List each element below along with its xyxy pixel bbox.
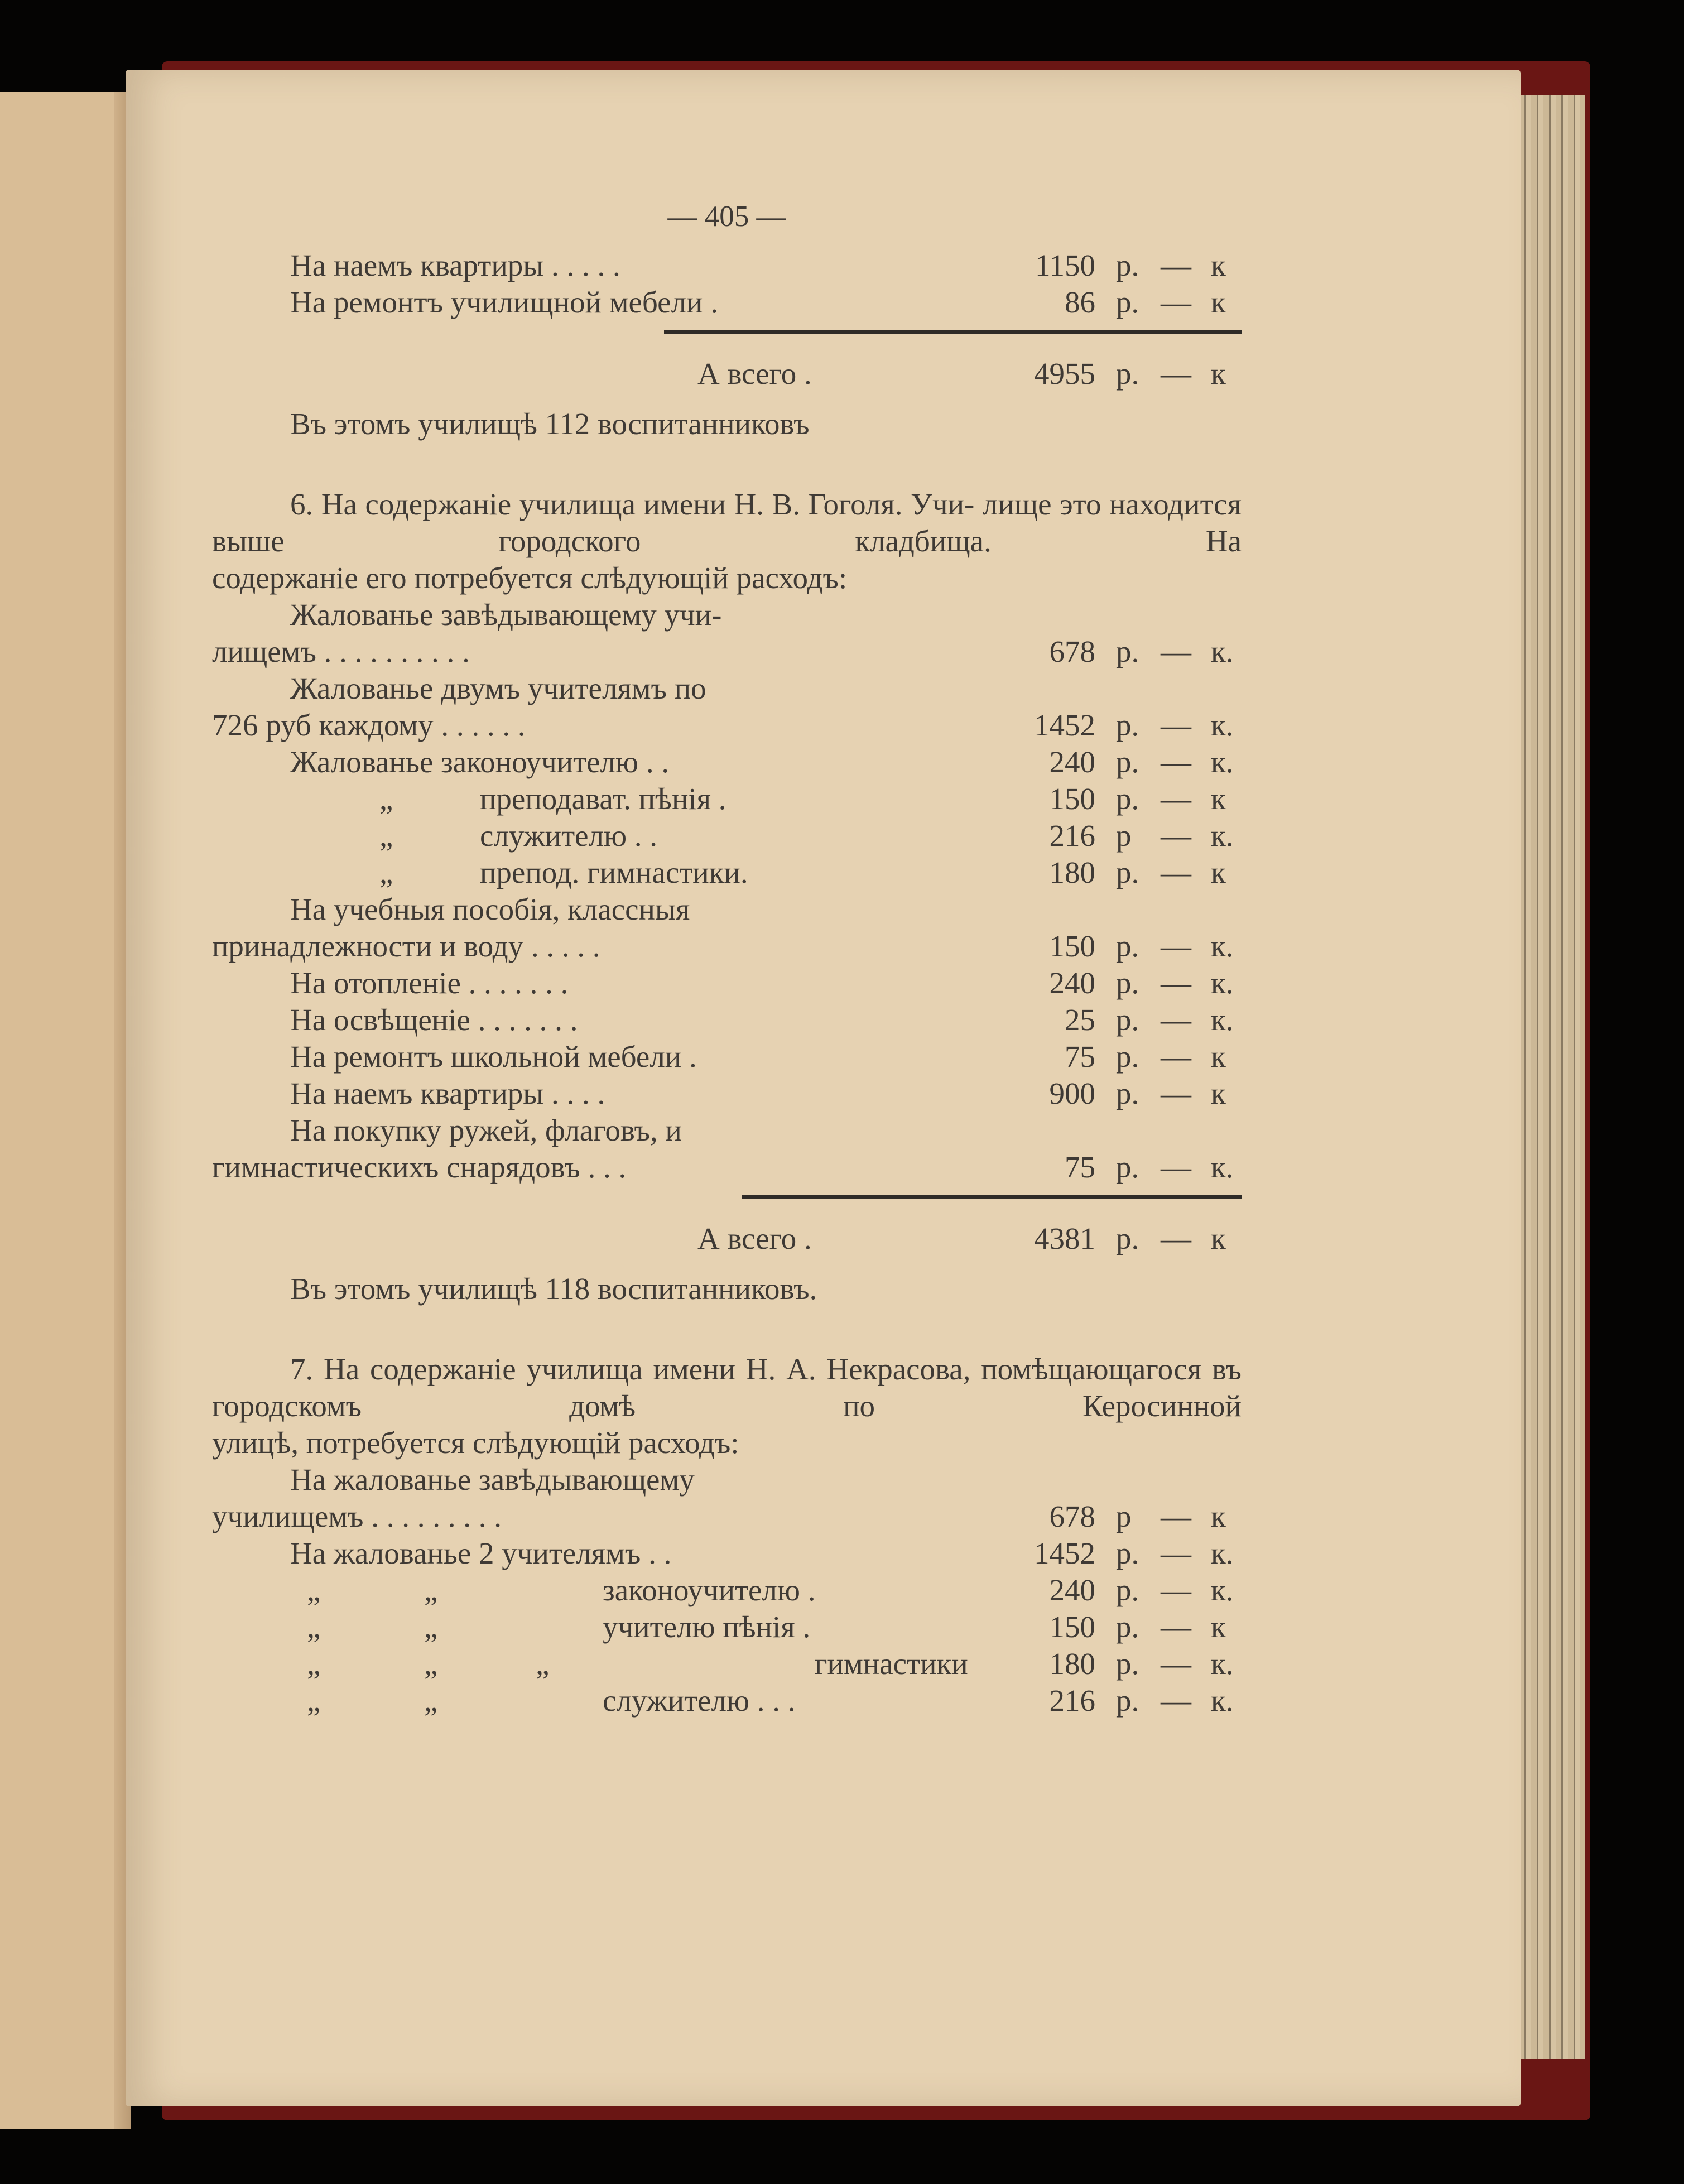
- expense-label: Жалованье завѣдывающему учи-: [290, 598, 722, 632]
- intro-line: улицѣ, потребуется слѣдующій расходъ:: [212, 1426, 739, 1460]
- ditto-mark: „: [379, 782, 393, 816]
- total-rule: [742, 1195, 1242, 1199]
- expense-row: [212, 854, 1242, 891]
- expense-label: препод. гимнастики.: [480, 855, 748, 889]
- rubles-abbr: р.: [1116, 1040, 1139, 1074]
- expense-row: [212, 1535, 1242, 1572]
- expense-label: училищемъ . . . . . . . . .: [212, 1499, 502, 1533]
- ditto-mark: „: [424, 1683, 438, 1718]
- expense-label: гимнастики: [815, 1647, 968, 1681]
- expense-label: служителю . . .: [603, 1683, 796, 1718]
- expense-label: преподават. пѣнія .: [480, 782, 726, 816]
- rubles-abbr: р.: [1116, 1003, 1139, 1037]
- kopecks-abbr: к: [1211, 285, 1226, 319]
- dash: —: [1161, 1647, 1191, 1681]
- ditto-mark: „: [307, 1683, 321, 1718]
- expense-label: На жалованье завѣдывающему: [290, 1463, 695, 1497]
- rubles-abbr: р.: [1116, 1573, 1139, 1607]
- dash: —: [1161, 1536, 1191, 1570]
- total-label: А всего .: [697, 357, 812, 391]
- dash: —: [1161, 1499, 1191, 1533]
- expense-amount: 180: [1049, 855, 1095, 889]
- dash: —: [1161, 1003, 1191, 1037]
- expense-amount: 240: [1049, 966, 1095, 1000]
- dash: —: [1161, 248, 1191, 282]
- expense-label: На жалованье 2 учителямъ . .: [290, 1536, 672, 1570]
- kopecks-abbr: к.: [1211, 1573, 1234, 1607]
- expense-amount: 1452: [1034, 708, 1095, 742]
- expense-amount: 150: [1049, 1610, 1095, 1644]
- page-text: [212, 198, 1242, 1719]
- dash: —: [1161, 357, 1191, 391]
- kopecks-abbr: к: [1211, 248, 1226, 282]
- rubles-abbr: р.: [1116, 855, 1139, 889]
- expense-label: учителю пѣнія .: [603, 1610, 811, 1644]
- expense-label: На ремонтъ училищной мебели .: [290, 285, 718, 319]
- expense-amount: 216: [1049, 819, 1095, 853]
- dash: —: [1161, 1150, 1191, 1184]
- section-intro: [212, 1351, 1242, 1461]
- total-row: [212, 1220, 1242, 1257]
- ditto-mark: „: [424, 1573, 438, 1607]
- kopecks-abbr: к.: [1211, 966, 1234, 1000]
- expense-amount: 75: [1065, 1040, 1095, 1074]
- total-row: [212, 355, 1242, 392]
- expense-label: На наемъ квартиры . . . . .: [290, 248, 620, 282]
- kopecks-abbr: к: [1211, 1499, 1226, 1533]
- expense-row: [212, 1002, 1242, 1038]
- dash: —: [1161, 708, 1191, 742]
- dash: —: [1161, 1076, 1191, 1110]
- expense-amount: 180: [1049, 1647, 1095, 1681]
- dash: —: [1161, 782, 1191, 816]
- ditto-mark: „: [307, 1610, 321, 1644]
- intro-line: лище это находится выше городского кладбища. На: [212, 487, 1242, 558]
- expense-row: [212, 670, 1242, 707]
- kopecks-abbr: к: [1211, 1610, 1226, 1644]
- pupils-note: Въ этомъ училищѣ 112 воспитанниковъ: [290, 407, 810, 441]
- total-rule: [664, 330, 1242, 334]
- section-intro: [212, 486, 1242, 596]
- rubles-abbr: р.: [1116, 634, 1139, 668]
- expense-amount: 25: [1065, 1003, 1095, 1037]
- expense-label: На покупку ружей, флаговъ, и: [290, 1113, 682, 1147]
- expense-row: [212, 817, 1242, 854]
- rubles-abbr: р.: [1116, 1150, 1139, 1184]
- expense-row: [212, 247, 1242, 284]
- expense-amount: 240: [1049, 1573, 1095, 1607]
- ditto-mark: „: [424, 1647, 438, 1681]
- expense-row: [212, 744, 1242, 781]
- expense-label: На ремонтъ школьной мебели .: [290, 1040, 697, 1074]
- rubles-abbr: р.: [1116, 357, 1139, 391]
- expense-row: [212, 928, 1242, 965]
- expense-row: [212, 1682, 1242, 1719]
- rubles-abbr: р.: [1116, 929, 1139, 963]
- expense-row: [212, 1646, 1242, 1682]
- rubles-abbr: р.: [1116, 745, 1139, 779]
- expense-amount: 150: [1049, 929, 1095, 963]
- left-page: [0, 92, 123, 2129]
- expense-amount: 150: [1049, 782, 1095, 816]
- rubles-abbr: р.: [1116, 248, 1139, 282]
- rubles-abbr: р: [1116, 1499, 1132, 1533]
- expense-amount: 678: [1049, 634, 1095, 668]
- kopecks-abbr: к: [1211, 357, 1226, 391]
- expense-row: [212, 1038, 1242, 1075]
- expense-label: Жалованье двумъ учителямъ по: [290, 671, 706, 705]
- expense-label: законоучителю .: [603, 1573, 816, 1607]
- kopecks-abbr: к.: [1211, 1003, 1234, 1037]
- expense-amount: 1150: [1035, 248, 1095, 282]
- expense-row: [212, 1112, 1242, 1149]
- kopecks-abbr: к: [1211, 782, 1226, 816]
- expense-row: [212, 1498, 1242, 1535]
- kopecks-abbr: к.: [1211, 929, 1234, 963]
- ditto-mark: „: [307, 1647, 321, 1681]
- dash: —: [1161, 1221, 1191, 1255]
- expense-row: [212, 596, 1242, 633]
- expense-label: лищемъ . . . . . . . . . .: [212, 634, 470, 668]
- ditto-mark: „: [307, 1573, 321, 1607]
- dash: —: [1161, 1610, 1191, 1644]
- expense-label: На освѣщеніе . . . . . . .: [290, 1003, 578, 1037]
- expense-label: На отопленіе . . . . . . .: [290, 966, 569, 1000]
- rubles-abbr: р.: [1116, 1221, 1139, 1255]
- intro-line: помѣщающагося въ городскомъ домѣ по Керосинной: [212, 1352, 1242, 1423]
- rubles-abbr: р.: [1116, 1076, 1139, 1110]
- dash: —: [1161, 855, 1191, 889]
- intro-line: 7. На содержаніе училища имени Н. А. Некрасова,: [290, 1352, 971, 1386]
- expense-label: 726 руб каждому . . . . . .: [212, 708, 526, 742]
- ditto-mark: „: [379, 855, 393, 889]
- ditto-mark: „: [424, 1610, 438, 1644]
- dash: —: [1161, 929, 1191, 963]
- dash: —: [1161, 1683, 1191, 1718]
- dash: —: [1161, 966, 1191, 1000]
- expense-row: [212, 284, 1242, 321]
- dash: —: [1161, 285, 1191, 319]
- expense-row: [212, 891, 1242, 928]
- expense-row: [212, 781, 1242, 817]
- expense-row: [212, 1149, 1242, 1186]
- expense-amount: 1452: [1034, 1536, 1095, 1570]
- expense-amount: 900: [1049, 1076, 1095, 1110]
- rubles-abbr: р.: [1116, 1610, 1139, 1644]
- kopecks-abbr: к.: [1211, 1150, 1234, 1184]
- kopecks-abbr: к: [1211, 1076, 1226, 1110]
- ditto-mark: „: [536, 1647, 550, 1681]
- rubles-abbr: р.: [1116, 1647, 1139, 1681]
- expense-amount: 240: [1049, 745, 1095, 779]
- expense-label: гимнастическихъ снарядовъ . . .: [212, 1150, 627, 1184]
- expense-label: служителю . .: [480, 819, 658, 853]
- expense-amount: 75: [1065, 1150, 1095, 1184]
- dash: —: [1161, 1573, 1191, 1607]
- expense-row: [212, 633, 1242, 670]
- dash: —: [1161, 1040, 1191, 1074]
- rubles-abbr: р.: [1116, 708, 1139, 742]
- expense-label: На учебныя пособія, классныя: [290, 892, 690, 926]
- kopecks-abbr: к.: [1211, 708, 1234, 742]
- intro-line: 6. На содержаніе училища имени Н. В. Гоголя. Учи-: [290, 487, 975, 521]
- intro-line: содержаніе его потребуется слѣдующій расходъ:: [212, 561, 848, 595]
- dash: —: [1161, 819, 1191, 853]
- rubles-abbr: р: [1116, 819, 1132, 853]
- kopecks-abbr: к.: [1211, 1647, 1234, 1681]
- kopecks-abbr: к.: [1211, 1536, 1234, 1570]
- kopecks-abbr: к: [1211, 1221, 1226, 1255]
- page-number: — 405 —: [667, 200, 786, 233]
- rubles-abbr: р.: [1116, 1536, 1139, 1570]
- kopecks-abbr: к.: [1211, 1683, 1234, 1718]
- expense-row: [212, 965, 1242, 1002]
- expense-row: [212, 1609, 1242, 1646]
- total-label: А всего .: [697, 1221, 812, 1255]
- dash: —: [1161, 745, 1191, 779]
- kopecks-abbr: к.: [1211, 745, 1234, 779]
- kopecks-abbr: к: [1211, 855, 1226, 889]
- rubles-abbr: р.: [1116, 1683, 1139, 1718]
- expense-amount: 216: [1049, 1683, 1095, 1718]
- expense-row: [212, 1075, 1242, 1112]
- rubles-abbr: р.: [1116, 782, 1139, 816]
- total-amount: 4381: [1034, 1221, 1095, 1255]
- total-amount: 4955: [1034, 357, 1095, 391]
- expense-label: На наемъ квартиры . . . .: [290, 1076, 605, 1110]
- ditto-mark: „: [379, 819, 393, 853]
- expense-label: принадлежности и воду . . . . .: [212, 929, 600, 963]
- expense-label: Жалованье законоучителю . .: [290, 745, 670, 779]
- expense-amount: 86: [1065, 285, 1095, 319]
- expense-row: [212, 707, 1242, 744]
- expense-row: [212, 1572, 1242, 1609]
- kopecks-abbr: к.: [1211, 634, 1234, 668]
- rubles-abbr: р.: [1116, 285, 1139, 319]
- kopecks-abbr: к.: [1211, 819, 1234, 853]
- expense-row: [212, 1461, 1242, 1498]
- pupils-note: Въ этомъ училищѣ 118 воспитанниковъ.: [290, 1272, 817, 1306]
- expense-amount: 678: [1049, 1499, 1095, 1533]
- dash: —: [1161, 634, 1191, 668]
- kopecks-abbr: к: [1211, 1040, 1226, 1074]
- rubles-abbr: р.: [1116, 966, 1139, 1000]
